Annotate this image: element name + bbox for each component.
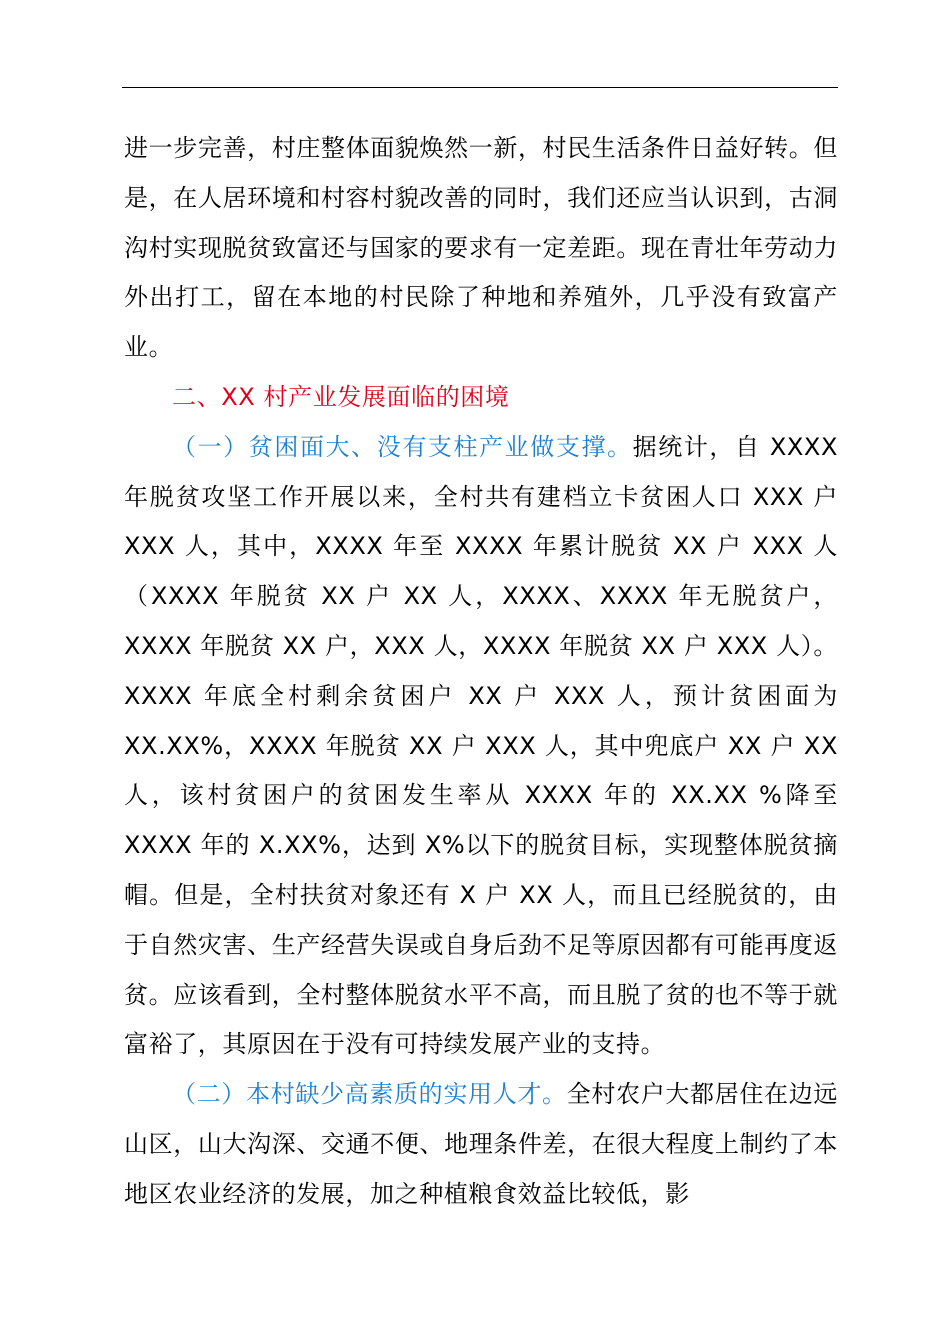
subsection-1-paragraph	[124, 423, 838, 1070]
subsection-2-paragraph	[124, 1070, 838, 1219]
section-heading: 二、XX 村产业发展面临的困境	[172, 382, 510, 411]
intro-paragraph: 进一步完善，村庄整体面貌焕然一新，村民生活条件日益好转。但是，在人居环境和村容村貌改善的同时，我们还应当认识到，古洞沟村实现脱贫致富还与国家的要求有一定差距。现在青壮年劳动力外出打工，留在本地的村民除了种地和养殖外，几乎没有致富产业。	[124, 134, 838, 362]
subsection-2-body: 全村农户大都居住在边远山区，山大沟深、交通不便、地理条件差，在很大程度上制约了本地区农业经济的发展，加之种植粮食效益比较低，影	[124, 1080, 838, 1208]
document-body	[124, 124, 838, 1220]
subsection-1-body: 据统计，自 XXXX 年脱贫攻坚工作开展以来，全村共有建档立卡贫困人口 XXX 户 XXX 人，其中，XXXX 年至 XXXX 年累计脱贫 XX 户 XXX 人（XXXX 年脱贫 XX 户 XX 人，XXXX、XXXX 年无脱贫户，XXXX 年脱贫 XX 户，XXX 人，XXXX 年脱贫 XX 户 XXX 人）。XXXX 年底全村剩余贫困户 XX 户 XXX 人，预计贫困面为 XX.XX%，XXXX 年脱贫 XX 户 XXX 人，其中兜底户 XX 户 XX 人，该村贫困户的贫困发生率从 XXXX 年的 XX.XX %降至 XXXX 年的 X.XX%，达到 X%以下的脱贫目标，实现整体脱贫摘帽。但是，全村扶贫对象还有 X 户 XX 人，而且已经脱贫的，由于自然灾害、生产经营失误或自身后劲不足等原因都有可能再度返贫。应该看到，全村整体脱贫水平不高，而且脱了贫的也不等于就富裕了，其原因在于没有可持续发展产业的支持。	[124, 432, 838, 1059]
header-rule	[122, 87, 838, 88]
subsection-1-title: （一）贫困面大、没有支柱产业做支撑。	[172, 432, 633, 461]
subsection-2-title: （二）本村缺少高素质的实用人才。	[172, 1080, 567, 1109]
